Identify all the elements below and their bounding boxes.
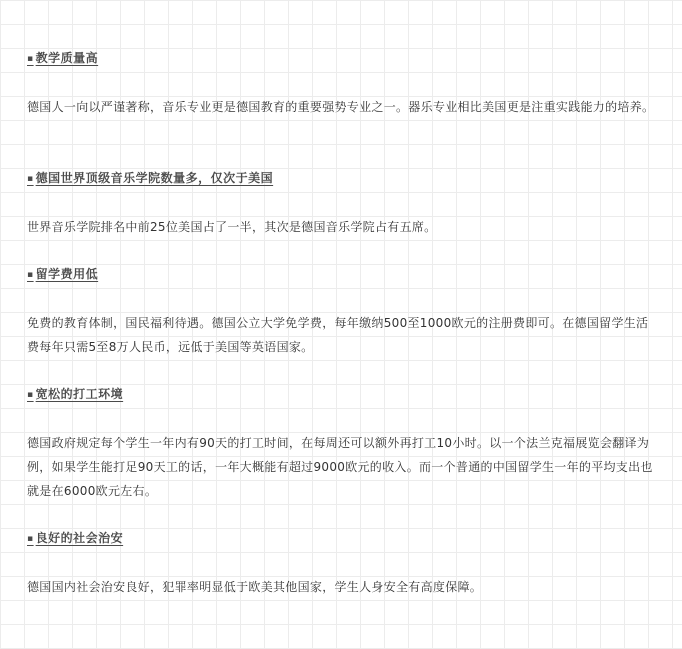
section-heading-low-cost	[27, 266, 98, 283]
bullet-icon: ▪	[27, 270, 34, 280]
section-body-top-conservatories: 世界音乐学院排名中前25位美国占了一半，其次是德国音乐学院占有五席。	[27, 220, 437, 234]
bullet-icon: ▪	[27, 534, 34, 544]
section-body-low-cost: 免费的教育体制，国民福利待遇。德国公立大学免学费，每年缴纳500至1000欧元的注册费即可。在德国留学生活费每年只需5至8万人民币，远低于美国等英语国家。	[27, 316, 649, 354]
heading-text: 德国世界顶级音乐学院数量多，仅次于美国	[35, 171, 274, 185]
section-heading-public-safety	[27, 530, 123, 547]
bullet-icon: ▪	[27, 390, 34, 400]
section-heading-teaching-quality	[27, 50, 98, 67]
section-body-teaching-quality: 德国人一向以严谨著称，音乐专业更是德国教育的重要强势专业之一。器乐专业相比美国更是注重实践能力的培养。	[27, 100, 655, 114]
heading-text: 留学费用低	[35, 267, 99, 281]
section-heading-top-conservatories	[27, 170, 273, 187]
heading-text: 教学质量高	[35, 51, 99, 65]
section-heading-work-environment	[27, 386, 123, 403]
bullet-icon: ▪	[27, 174, 34, 184]
section-body-public-safety: 德国国内社会治安良好，犯罪率明显低于欧美其他国家，学生人身安全有高度保障。	[27, 580, 483, 594]
bullet-icon: ▪	[27, 54, 34, 64]
section-body-work-environment: 德国政府规定每个学生一年内有90天的打工时间，在每周还可以额外再打工10小时。以一个法兰克福展览会翻译为例，如果学生能打足90天工的话，一年大概能有超过9000欧元的收入。而一个普通的中国留学生一年的平均支出也就是在6000欧元左右。	[27, 436, 653, 498]
heading-text: 良好的社会治安	[35, 531, 124, 545]
heading-text: 宽松的打工环境	[35, 387, 124, 401]
